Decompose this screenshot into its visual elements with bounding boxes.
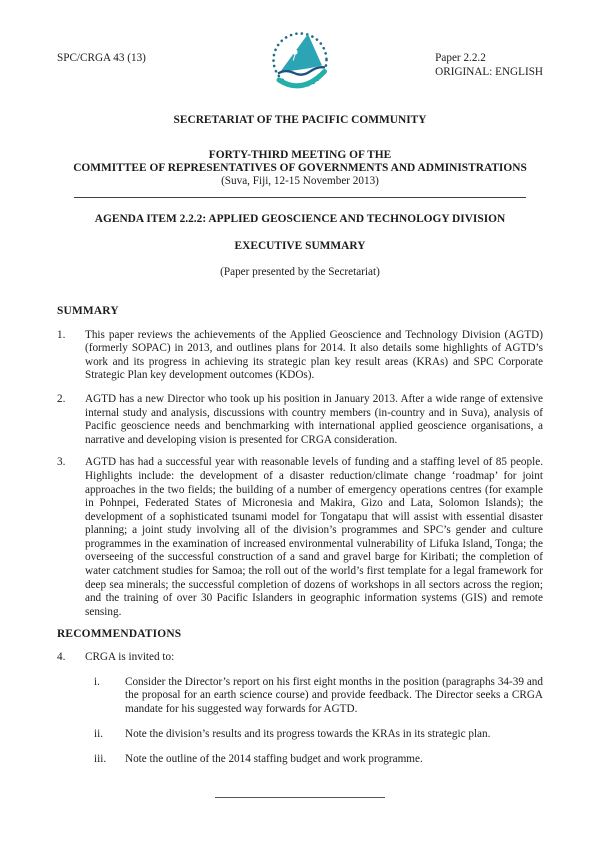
header-divider <box>74 197 526 198</box>
spc-logo <box>260 27 340 97</box>
paragraph-text: AGTD has had a successful year with reasonable levels of funding and a staffing level of 85 people. Highlights include: the development of a disaster reduction/climate change ‘roadmap’ for joint approaches in the two fields; the building of a number of emergency operations centres (for example in Pohnpei, Federated States of Micronesia and Makira, Gizo and Lata, Solomon Islands); the development of a sophisticated tsunami model for Tongatapu that will assist with essential disaster planning; a joint study involving all of the division’s programmes and SPC’s gender and culture programmes in the examination of increased environmental vulnerability of Lifuka Island, Tonga; the overseeing of the successful construction of a sand and gravel barge for Kiribati; the completion of water catchment studies for Samoa; the roll out of the world’s first template for a legal framework for deep sea minerals; the successful completion of dozens of workshops in all sectors across the region; and the training of over 30 Pacific Islanders in geographic information systems (GIS) and remote sensing. <box>85 456 543 618</box>
paragraph-number: 4. <box>57 651 66 664</box>
original-language: ORIGINAL: ENGLISH <box>435 65 543 78</box>
recommendation-item-ii <box>94 728 543 742</box>
paragraph-text: AGTD has a new Director who took up his position in January 2013. After a wide range of extensive internal study and analysis, discussions with country members (in-country and in Suva), analysis of Pacific geoscience needs and benchmarking with international applied geoscience organisations, a narrative and developing vision is presented for CRGA consideration. <box>85 392 543 446</box>
item-text: Consider the Director’s report on his first eight months in the position (paragraphs 34-39 and the proposal for an earth science course) and provide feedback. The Director seeks a CRGA mandate for his suggested way forwards for AGTD. <box>125 675 543 715</box>
meeting-venue: (Suva, Fiji, 12-15 November 2013) <box>221 175 379 187</box>
item-numeral: ii. <box>94 728 104 741</box>
recommendation-intro <box>57 651 543 665</box>
meeting-title-block <box>57 149 543 189</box>
meeting-title-line1: FORTY-THIRD MEETING OF THE <box>208 148 392 161</box>
summary-paragraph-1 <box>57 329 543 383</box>
logo-sail <box>281 34 323 72</box>
summary-paragraph-2 <box>57 393 543 447</box>
paragraph-number: 2. <box>57 392 66 405</box>
sail-canoe-icon <box>260 27 340 97</box>
logo-paddle-dot <box>292 49 297 54</box>
paragraph-number: 3. <box>57 456 66 469</box>
doc-type-title: EXECUTIVE SUMMARY <box>234 239 366 252</box>
meeting-title-line2: COMMITTEE OF REPRESENTATIVES OF GOVERNMENTS AND ADMINISTRATIONS <box>73 161 527 174</box>
item-text: Note the division’s results and its progress towards the KRAs in its strategic plan. <box>125 728 491 741</box>
agenda-item-title: AGENDA ITEM 2.2.2: APPLIED GEOSCIENCE AND TECHNOLOGY DIVISION <box>94 213 506 226</box>
recommendation-item-iii <box>94 753 543 767</box>
footer-divider <box>215 797 385 798</box>
summary-heading: SUMMARY <box>57 304 119 317</box>
paragraph-text: CRGA is invited to: <box>85 651 175 664</box>
recommendations-heading: RECOMMENDATIONS <box>57 628 182 641</box>
org-title: SECRETARIAT OF THE PACIFIC COMMUNITY <box>173 114 427 126</box>
paper-info-block <box>435 30 543 98</box>
summary-paragraph-3 <box>57 456 543 619</box>
presented-by-note: (Paper presented by the Secretariat) <box>220 266 380 279</box>
paper-number: Paper 2.2.2 <box>435 52 486 64</box>
doc-reference: SPC/CRGA 43 (13) <box>57 52 146 64</box>
recommendation-item-i <box>94 676 543 717</box>
paragraph-number: 1. <box>57 328 66 341</box>
paragraph-text: This paper reviews the achievements of the Applied Geoscience and Technology Division (AGTD) (formerly SOPAC) in 2013, and outlines plans for 2014. It also details some highlights of AGTD’s work and its progress in achieving its strategic plan key result areas (KRAs) and SPC Corporate Strategic Plan key development outcomes (KDOs). <box>85 328 543 382</box>
item-text: Note the outline of the 2014 staffing budget and work programme. <box>125 753 423 766</box>
item-numeral: i. <box>94 675 100 688</box>
item-numeral: iii. <box>94 753 107 766</box>
